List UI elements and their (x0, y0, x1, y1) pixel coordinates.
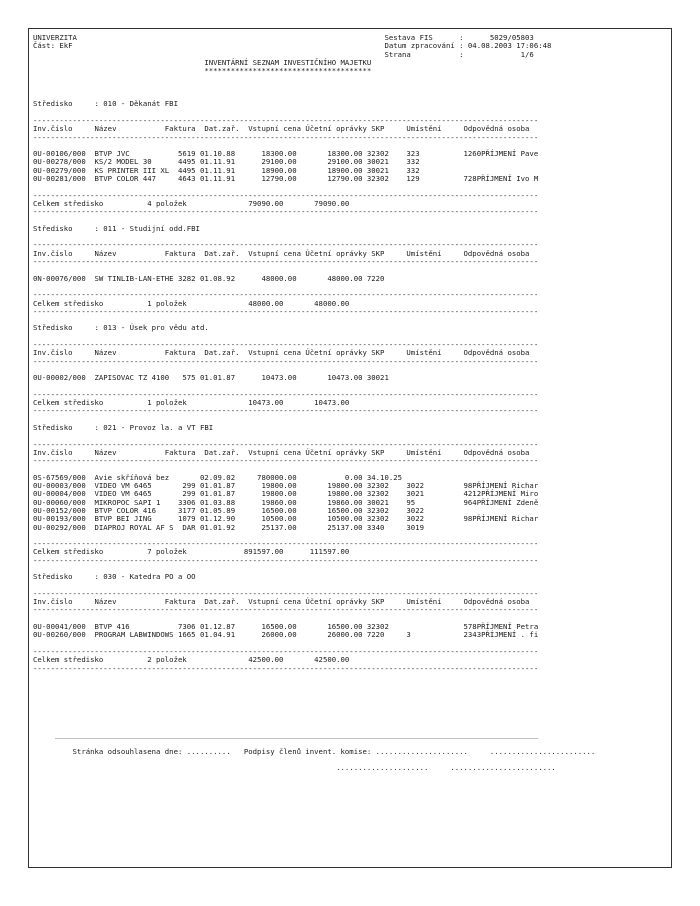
separator: ------------------------------------------------------------------------------------------------------------------- (33, 406, 539, 416)
separator: ------------------------------------------------------------------------------------------------------------------- (33, 389, 539, 399)
column-header: Inv.číslo Název Faktura Dat.zař. Vstupní cena Účetní oprávky SKP Umístění Odpovědná osoba (33, 248, 530, 258)
separator: ------------------------------------------------------------------------------------------------------------------- (33, 115, 539, 125)
table-row: 0U-00004/000 VIDEO VM 6465 299 01.01.87 19800.00 19800.00 32302 3021 4212PŘÍJMENÍ Miro (33, 489, 539, 499)
table-row: 0U-00260/000 PROGRAM LABWINDOWS 1665 01.04.91 26000.00 26000.00 7220 3 2343PŘÍJMENÍ . fi (33, 630, 539, 640)
table-row: 0S-67569/000 Avie skříňová bez 02.09.02 780000.00 0.00 34.10.25 (33, 472, 464, 482)
title-underline: ************************************** (33, 66, 372, 76)
table-row: 0U-00292/000 DIAPROJ ROYAL AF S DAR 01.01.92 25137.00 25137.00 3340 3019 (33, 522, 464, 532)
separator: ------------------------------------------------------------------------------------------------------------------- (33, 588, 539, 598)
table-row: 0U-00041/000 BTVP 416 7306 01.12.87 16500.00 16500.00 32302 578PŘÍJMENÍ Petra (33, 622, 539, 632)
table-row: 0U-00278/000 KS/2 MODEL 30 4495 01.11.91 29100.00 29100.00 30021 332 (33, 157, 464, 167)
table-row: 0U-00002/000 ZAPISOVAC TZ 4100 575 01.01.87 10473.00 10473.00 30021 (33, 373, 464, 383)
separator: ------------------------------------------------------------------------------------------------------------------- (33, 555, 539, 565)
separator: ------------------------------------------------------------------------------------------------------------------- (33, 132, 539, 142)
column-header: Inv.číslo Název Faktura Dat.zař. Vstupní cena Účetní oprávky SKP Umístění Odpovědná osoba (33, 124, 530, 134)
separator: ------------------------------------------------------------------------------------------------------------------- (33, 306, 539, 316)
separator: ------------------------------------------------------------------------------------------------------------------- (33, 257, 539, 267)
separator: ------------------------------------------------------------------------------------------------------------------- (33, 339, 539, 349)
inventory-report (33, 34, 595, 772)
separator: ------------------------------------------------------------------------------------------------------------------- (33, 356, 539, 366)
center-heading: Středisko : 013 - Úsek pro vědu atd. (33, 323, 209, 333)
column-header: Inv.číslo Název Faktura Dat.zař. Vstupní cena Účetní oprávky SKP Umístění Odpovědná osoba (33, 348, 530, 358)
report-title: INVENTÁRNÍ SEZNAM INVESTIČNÍHO MAJETKU (33, 57, 372, 67)
header-line-2: Část: EkF Datum zpracování : 04.08.2003 17:06:48 (33, 41, 552, 51)
separator: ------------------------------------------------------------------------------------------------------------------- (33, 290, 539, 300)
footer-rule: ______________________________________________________________________________________________________________ (33, 729, 539, 739)
table-row: 0U-00152/000 BTVP COLOR 416 3177 01.05.89 16500.00 16500.00 32302 3022 (33, 505, 464, 515)
header-line-1: UNIVERZITA Sestava FIS : 5029/05803 (33, 33, 534, 42)
center-total: Celkem středisko 4 položek 79090.00 79090.00 (33, 198, 350, 208)
center-heading: Středisko : 021 - Provoz la. a VT FBI (33, 422, 214, 432)
table-row: 0U-00060/000 MIKROPOC SAPI 1 3306 01.03.88 19860.00 19860.00 30021 95 964PŘÍJMENÍ Zdeně (33, 497, 539, 507)
center-heading: Středisko : 010 - Děkanát FBI (33, 99, 178, 109)
center-heading: Středisko : 030 - Katedra PO a OO (33, 572, 196, 582)
separator: ------------------------------------------------------------------------------------------------------------------- (33, 207, 539, 217)
separator: ------------------------------------------------------------------------------------------------------------------- (33, 646, 539, 656)
separator: ------------------------------------------------------------------------------------------------------------------- (33, 240, 539, 250)
separator: ------------------------------------------------------------------------------------------------------------------- (33, 663, 539, 673)
table-row: 0N-00076/000 SW TINLIB-LAN-ETHE 3282 01.08.92 48000.00 48000.00 7220 (33, 273, 464, 283)
footer-approval: Stránka odsouhlasena dne: .......... Podpisy členů invent. komise: ..................... ........................ (33, 746, 596, 756)
column-header: Inv.číslo Název Faktura Dat.zař. Vstupní cena Účetní oprávky SKP Umístění Odpovědná osoba (33, 597, 530, 607)
table-row: 0U-00193/000 BTVP BEI JING 1079 01.12.90 10500.00 10500.00 32302 3022 98PŘÍJMENÍ Richar (33, 514, 539, 524)
separator: ------------------------------------------------------------------------------------------------------------------- (33, 539, 539, 549)
center-total: Celkem středisko 1 položek 48000.00 48000.00 (33, 298, 350, 308)
separator: ------------------------------------------------------------------------------------------------------------------- (33, 456, 539, 466)
table-row: 0U-00003/000 VIDEO VM 6465 299 01.01.87 19800.00 19800.00 32302 3022 98PŘÍJMENÍ Richar (33, 481, 539, 491)
header-line-3: Strana : 1/6 (33, 49, 534, 59)
table-row: 0U-00281/000 BTVP COLOR 447 4643 01.11.91 12790.00 12790.00 32302 129 728PŘÍJMENÍ Ivo M (33, 174, 539, 184)
separator: ------------------------------------------------------------------------------------------------------------------- (33, 190, 539, 200)
separator: ------------------------------------------------------------------------------------------------------------------- (33, 439, 539, 449)
table-row: 0U-00279/000 KS PRINTER III XL 4495 01.11.91 18900.00 18900.00 30021 332 (33, 165, 464, 175)
center-total: Celkem středisko 7 položek 891597.00 111597.00 (33, 547, 350, 557)
footer-signatures: ..................... ........................ (33, 763, 556, 773)
center-total: Celkem středisko 1 položek 10473.00 10473.00 (33, 398, 350, 408)
separator: ------------------------------------------------------------------------------------------------------------------- (33, 605, 539, 615)
column-header: Inv.číslo Název Faktura Dat.zař. Vstupní cena Účetní oprávky SKP Umístění Odpovědná osoba (33, 447, 530, 457)
table-row: 0U-00106/000 BTVP JVC 5619 01.10.88 18300.00 18300.00 32302 323 1260PŘÍJMENÍ Pave (33, 149, 539, 159)
center-heading: Středisko : 011 - Studijní odd.FBI (33, 223, 200, 233)
center-total: Celkem středisko 2 položek 42500.00 42500.00 (33, 655, 350, 665)
